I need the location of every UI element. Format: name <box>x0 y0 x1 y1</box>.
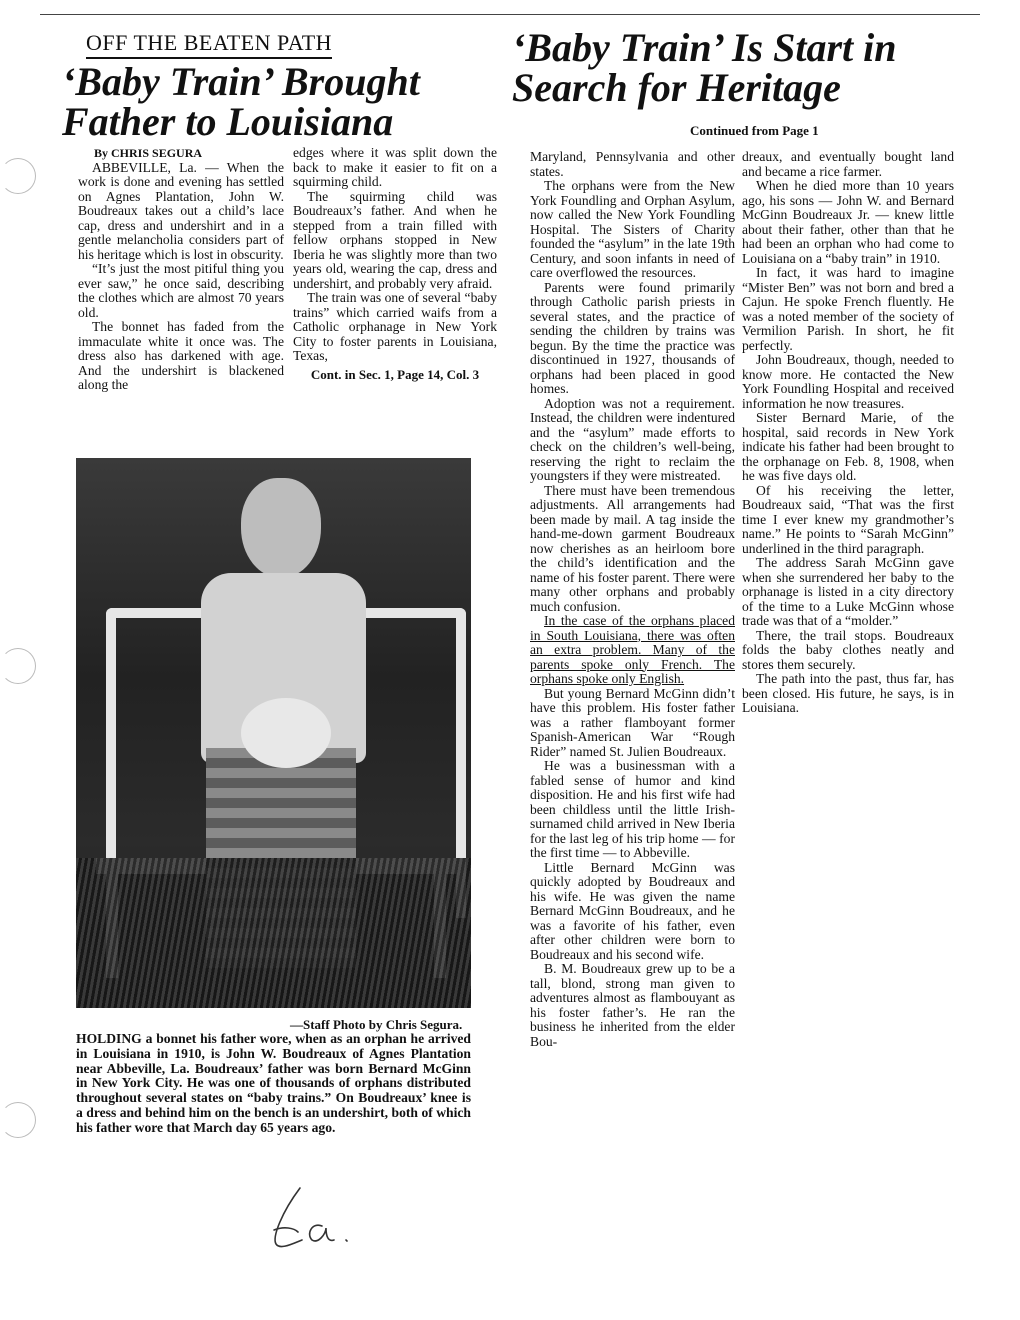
staff-photo <box>76 458 471 1008</box>
paragraph: B. M. Boudreaux grew up to be a tall, blond, strong man given to adventures almost as flambouyant as his foster father’s. He ran the business he inherited from the elder Bou- <box>530 961 735 1049</box>
column-3 <box>530 150 735 1049</box>
paragraph: Sister Bernard Marie, of the hospital, said records in New York indicate his father had been brought to the orphanage on Feb. 8, 1908, when he was five days old. <box>742 410 954 483</box>
handwritten-signature <box>262 1182 362 1252</box>
continued-from: Continued from Page 1 <box>690 123 819 138</box>
paragraph: The squirming child was Boudreaux’s father. And when he stepped from a train filled with fellow orphans stopped in New Iberia he was slightly more than two years old, wearing the cap, dress and undershirt, and probably very afraid. <box>293 188 497 291</box>
paragraph: Little Bernard McGinn was quickly adopted by Boudreaux and his wife. He was given the name Bernard McGinn Boudreaux, and he was a favorite of his father, even after other children were born to Boudreaux and his second wife. <box>530 859 735 962</box>
paragraph: “It’s just the most pitiful thing you ever saw,” he once said, describing the clothes which are almost 70 years old. <box>78 261 284 320</box>
top-rule <box>40 14 980 15</box>
binder-hole <box>0 648 36 684</box>
underlined-paragraph: In the case of the orphans placed in South Louisiana, there was often an extra problem. Many of the parents spoke only French. The orphans spoke only English. <box>530 613 735 686</box>
paragraph: But young Bernard McGinn didn’t have this problem. His foster father was a rather flamboyant former Spanish-American War “Rough Rider” named St. Julien Boudreaux. <box>530 685 735 759</box>
headline-left: ‘Baby Train’ Brought Father to Louisiana <box>62 59 420 144</box>
paragraph: Maryland, Pennsylvania and other states. <box>530 149 735 179</box>
photo-credit: —Staff Photo by Chris Segura. <box>290 1017 463 1032</box>
paragraph: The bonnet has faded from the immaculate white it once was. The dress also has darkened with age. And the undershirt is blackened along the <box>78 319 284 392</box>
paragraph: The orphans were from the New York Foundling and Orphan Asylum, now called the New York Foundling Hospital. The Sisters of Charity founded the “asylum” in the late 19th Century, and soon infants in need of care overflowed the resources. <box>530 178 735 280</box>
byline: By CHRIS SEGURA <box>94 146 203 160</box>
paragraph: When he died more than 10 years ago, his sons — John W. and Bernard McGinn Boudreaux Jr. — knew little about their father, other than that he had been an orphan who had come to Louisiana on a “baby train” in 1910. <box>742 178 954 266</box>
paragraph: There, the trail stops. Boudreaux folds the baby clothes neatly and stores them securely. <box>742 627 954 672</box>
column-1 <box>78 146 284 393</box>
man-head <box>241 478 321 578</box>
paragraph: In fact, it was hard to imagine “Mister Ben” was not born and bred a Cajun. He spoke French fluently. He was a noted member of the society of Vermilion Parish. In short, he fit perfectly. <box>742 265 954 353</box>
paragraph: There must have been tremendous adjustments. All arrangements had been made by mail. A tag inside the hand-me-down garment Boudreaux now cherishes as an heirloom bore the child’s identification and the name of his foster parent. There were many other orphans and probably much confusion. <box>530 482 735 614</box>
photo-caption: HOLDING a bonnet his father wore, when as an orphan he arrived in Louisiana in 1910, is John W. Boudreaux of Agnes Plantation near Abbeville, La. Boudreaux’ father was born Bernard McGinn in New York City. He was one of thousands of orphans distributed throughout several states on “baby trains.” On Boudreaux’ knee is a dress and behind him on the bench is an undershirt, both of which his father wore that March day 65 years ago. <box>76 1031 471 1135</box>
binder-hole <box>0 158 36 194</box>
paragraph: Adoption was not a requirement. Instead, the children were indentured and the “asylum” made efforts to check on the children’s well-being, reserving the right to reclaim the youngsters if they were mistreated. <box>530 395 735 483</box>
bonnet <box>241 698 331 768</box>
binder-hole <box>0 1102 36 1138</box>
grass <box>76 858 471 1008</box>
continuation-line: Cont. in Sec. 1, Page 14, Col. 3 <box>310 366 480 382</box>
paragraph: John Boudreaux, though, needed to know more. He contacted the New York Foundling Hospital and received information he now treasures. <box>742 352 954 411</box>
paragraph: The address Sarah McGinn gave when she surrendered her baby to the orphanage is listed in a city directory of the time to a Luke McGinn whose trade was that of a “molder.” <box>742 555 954 628</box>
paragraph: ABBEVILLE, La. — When the work is done and evening has settled on Agnes Plantation, John W. Boudreaux takes out a child’s lace cap, dress and undershirt and in a gentle melancholia considers part of his heritage which is lost in obscurity. <box>78 159 284 262</box>
headline-right: ‘Baby Train’ Is Start in Search for Heritage <box>512 25 897 110</box>
paragraph: edges where it was split down the back to make it easier to fit on a squirming child. <box>293 145 497 189</box>
paragraph: dreaux, and eventually bought land and became a rice farmer. <box>742 149 954 179</box>
paragraph: He was a businessman with a fabled sense of humor and kind disposition. He and his first wife had been childless until the little Irish-surnamed child arrived in New Iberia for the last leg of his trip home — for the first time — to Abbeville. <box>530 758 735 860</box>
paragraph: Of his receiving the letter, Boudreaux said, “That was the first time I ever knew my grandmother’s name.” He points to “Sarah McGinn” underlined in the third paragraph. <box>742 482 954 556</box>
paragraph: Parents were found primarily through Catholic parish priests in several states, and the practice of sending the children by trains was begun. By the time the practice was discontinued in 1927, thousands of orphans had been placed in good homes. <box>530 279 735 396</box>
column-4 <box>742 150 954 716</box>
paragraph: The train was one of several “baby trains” which carried waifs from a Catholic orphanage in New York City to foster parents in Louisiana, Texas, <box>293 290 497 363</box>
paragraph: The path into the past, thus far, has been closed. His future, he says, is in Louisiana. <box>742 671 954 715</box>
column-kicker: OFF THE BEATEN PATH <box>86 30 332 59</box>
column-2 <box>293 146 497 382</box>
